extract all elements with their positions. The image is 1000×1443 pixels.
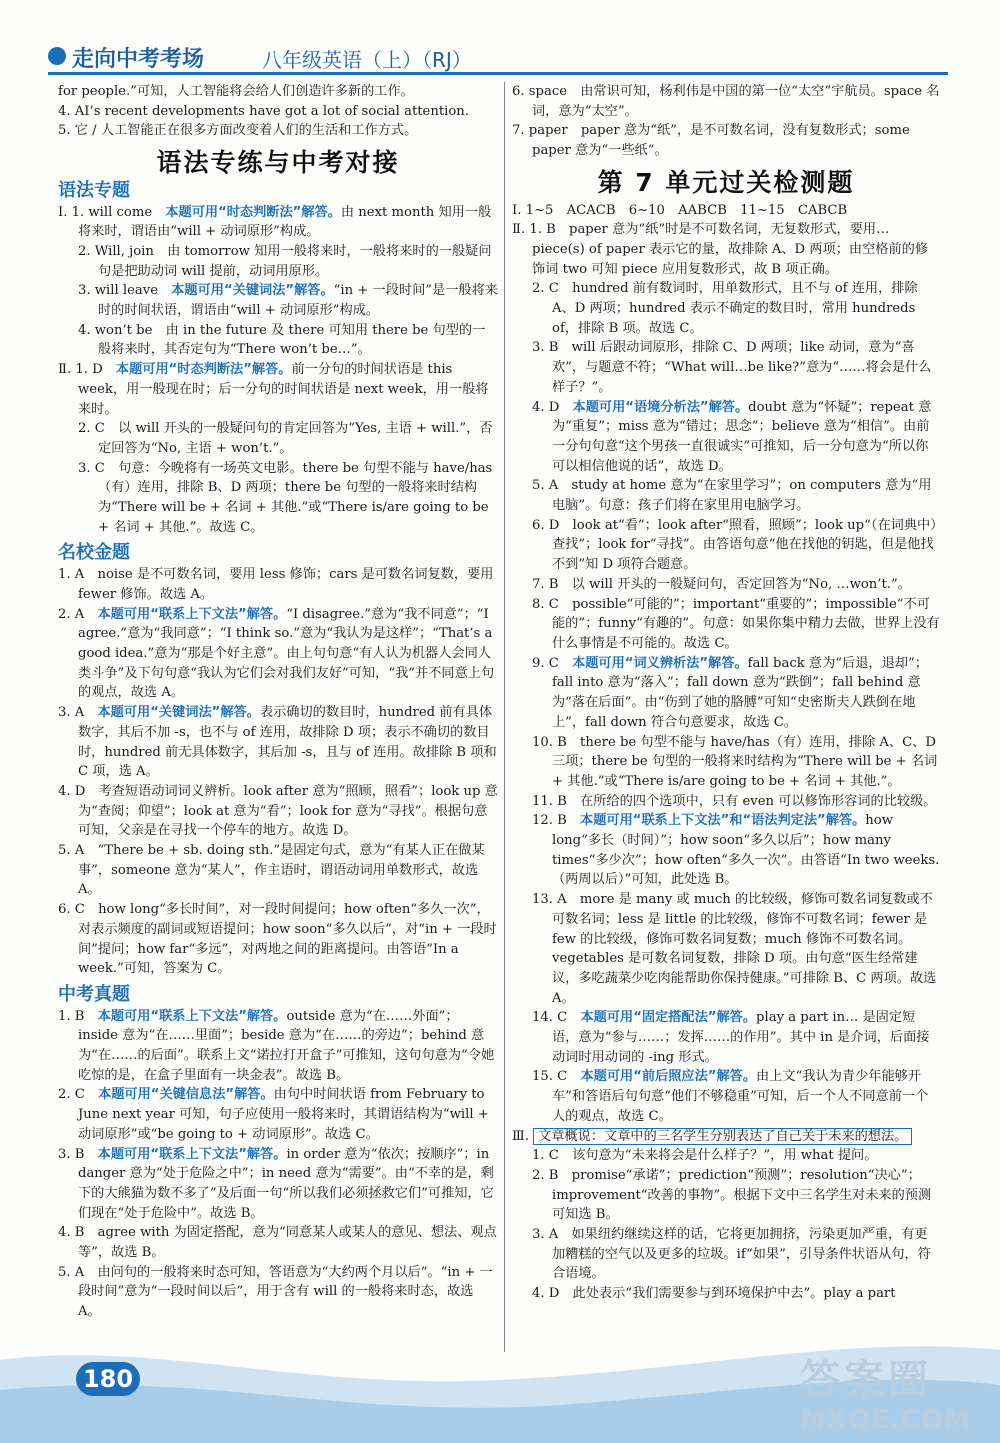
answer-explanation: more 是 many 或 much 的比较级，修饰可数名词复数或不可数名词；less 是 little 的比较级，修饰不可数名词；fewer 是 few 的比较级，修饰可数名词复数；much 修饰不可数名词。vegetables 是可数名词复数，排除 D 项。由句意“医生经常建议，多吃蔬菜少吃肉能帮助你保持健康。”可排除 B、C 两项。故选 A。	[552, 892, 937, 1006]
method-hint: 本题可用“关键信息法”解答。	[98, 1087, 274, 1103]
answer-item	[58, 242, 498, 281]
answer-item	[512, 516, 940, 575]
method-hint: 本题可用“联系上下文法”解答。	[97, 1146, 287, 1162]
answer-item	[512, 121, 940, 160]
bullet-dot-icon	[48, 47, 66, 65]
method-hint: 本题可用“联系上下文法”解答。	[97, 1008, 287, 1024]
answer-explanation: how long“多长（时间）”；how soon“多久以后”；how many times“多少次”；how often“多久一次”。由答语“In two weeks.（两周以后）”可知，此处选 B。	[552, 813, 940, 888]
answer-explanation: in order 意为“依次；按顺序”；in danger 意为“处于危险之中”；in need 意为“需要”。由“不幸的是，剩下的大熊猫为数不多了”及后面一句“所以我们必须拯救它们”可推知，它们现在“处于危险中”。故选 B。	[78, 1146, 494, 1221]
answer-number: 4. B	[58, 1225, 98, 1241]
answer-explanation: doubt 意为“怀疑”；repeat 意为“重复”；miss 意为“错过；思念”；believe 意为“相信”。由前一分句句意“这个男孩一直很诚实”可推知，后一分句意为“所以你可以相信他说的话”，故选 D。	[552, 399, 932, 474]
article-summary: 文章概说：文章中的三名学生分别表达了自己关于未来的想法。	[533, 1128, 912, 1145]
section-heading: 中考真题	[58, 983, 130, 1005]
part3-header	[512, 1127, 940, 1147]
answer-number: 8. C	[532, 596, 573, 612]
answer-item	[58, 605, 498, 704]
answer-explanation: how long“多长时间”，对一段时间提问；how often“多久一次”，对表示频度的副词或短语提问；how soon“多久以后”，对“in + 一段时间”提问；how far“多远”，对两地之间的距离提问。由答语“In a week.”可知，答案为 C。	[78, 902, 497, 977]
answer-number: 1. B	[58, 1008, 98, 1024]
answer-item	[512, 1146, 940, 1166]
answer-number: 2. C	[58, 1087, 99, 1103]
answer-explanation: 以 will 开头的一般疑问句，否定回答为“No, …won’t.”。	[571, 576, 911, 592]
method-hint: 本题可用“固定搭配法”解答。	[580, 1010, 757, 1026]
answer-item	[58, 703, 498, 782]
answer-item	[58, 281, 498, 320]
answer-item	[512, 733, 940, 792]
answer-item	[512, 82, 940, 121]
watermark-logo: 答案圈	[800, 1357, 932, 1403]
right-column	[512, 82, 940, 1304]
method-hint: 本题可用“关键词法”解答。	[171, 283, 334, 299]
answer-number: 3. C	[78, 460, 119, 476]
answer-explanation: “There be + sb. doing sth.”是固定句式，意为“有某人正在做某事”，someone 意为“某人”，作主语时，谓语动词用单数形式，故选 A。	[78, 843, 485, 898]
answer-item	[58, 1085, 498, 1144]
intro-line: for people.”可知，人工智能将会给人们创造许多新的工作。	[58, 84, 414, 99]
answer-explanation: 此处表示“我们需要参与到环境保护中去”。play a part	[572, 1286, 896, 1302]
answer-item	[512, 1067, 940, 1126]
answer-number: Ⅱ. 1. D	[58, 362, 116, 378]
method-hint: 本题可用“前后照应法”解答。	[580, 1069, 757, 1085]
answer-number: 2. Will, join	[78, 243, 168, 259]
intro-line: 4. AI’s recent developments have got a lot of social attention.	[58, 103, 469, 119]
answer-number: 6. C	[58, 902, 99, 918]
left-column	[58, 82, 498, 1322]
answer-item	[512, 595, 940, 654]
answer-number: 12. B	[532, 813, 581, 829]
answer-item	[58, 841, 498, 900]
answer-item	[512, 890, 940, 1008]
answer-number: 15. C	[532, 1069, 581, 1085]
answer-number: 2. C	[78, 421, 119, 437]
answer-number: 2. B	[532, 1167, 572, 1183]
answer-explanation: there be 句型不能与 have/has（有）连用，排除 A、C、D 三项；there be 句型的一般将来时结构为“There will be + 名词 + 其他.”或“There is/are going to be + 名词 + 其他.”。	[552, 734, 938, 789]
answer-item	[512, 220, 940, 279]
method-hint: 本题可用“联系上下文法”和“语法判定法”解答。	[580, 813, 866, 829]
answer-number: 7. B	[532, 576, 572, 592]
method-hint: 本题可用“词义辨析法”解答。	[572, 655, 748, 671]
answer-number: 1. A	[58, 567, 98, 583]
answer-explanation: fall back 意为“后退，退却”；fall into 意为“落入”；fall down 意为“跌倒”；fall behind 意为“落在后面”。由“伤到了她的胳膊”可知“史密斯夫人跌倒在地上”，fall down 符合句意要求，故选 C。	[552, 655, 928, 730]
answer-item	[58, 565, 498, 604]
answer-explanation: 考查短语动词词义辨析。look after 意为“照顾，照看”；look up 意为“查阅；仰望”；look at 意为“看”；look for 意为“寻找”。根据句意可知，父亲是在寻找一个停车的地方。故选 D。	[78, 783, 498, 839]
answer-number: Ⅱ. 1. B	[512, 222, 569, 238]
answer-explanation: 由常识可知，杨利伟是中国的第一位“太空”宇航员。space 名词，意为“太空”。	[532, 84, 940, 119]
answer-explanation: “I disagree.”意为“我不同意”；“I agree.”意为“我同意”；“I think so.”意为“我认为是这样”；“That’s a good idea.”意为“那是个好主意”。由上句句意“有人认为机器人会同人类斗争”及下句句意“我认为它们会对我们友好”可知，“我”并不同意上句的观点，故选 A。	[78, 606, 495, 701]
answer-explanation: noise 是不可数名词，要用 less 修饰；cars 是可数名词复数，要用 fewer 修饰。故选 A。	[78, 567, 494, 602]
answer-explanation: 以 will 开头的一般疑问句的肯定回答为“Yes, 主语 + will.”，否定回答为“No, 主语 + won’t.”。	[98, 421, 493, 456]
watermark-url: MXQE.COM	[800, 1405, 971, 1435]
answer-number: 11. B	[532, 793, 581, 809]
answer-number: 4. D	[532, 399, 573, 415]
section-heading: 名校金题	[58, 542, 130, 564]
answer-item	[512, 398, 940, 477]
answer-item	[512, 575, 940, 595]
answer-number: 4. D	[58, 783, 99, 799]
answer-explanation: paper 意为“纸”，是不可数名词，没有复数形式；some paper 意为“一些纸”。	[532, 123, 910, 159]
answer-explanation: hundred 前有数词时，用单数形式，且不与 of 连用，排除 A、D 两项；hundred 表示不确定的数目时，常用 hundreds of，排除 B 项。故选 C。	[552, 281, 918, 336]
answer-explanation: paper 意为“纸”时是不可数名词，无复数形式，要用…piece(s) of paper 表示它的量，故排除 A、D 两项；由空格前的修饰词 two 可知 piece 应用复数形式，故 B 项正确。	[532, 222, 929, 277]
answer-item	[58, 459, 498, 538]
answer-number: 3. B	[58, 1146, 98, 1162]
answer-explanation: look at“看”；look after“照看，照顾”；look up“（在词典中）查找”；look for“寻找”。由答语句意“他在找他的钥匙，但是他找不到”知 D 项符合题意。	[552, 517, 937, 573]
answer-number: 3. B	[532, 340, 572, 356]
answer-explanation: 如果纽约继续这样的话，它将更加拥挤，污染更加严重，有更加糟糕的空气以及更多的垃圾。if“如果”，引导条件状语从句，符合语境。	[552, 1227, 931, 1282]
answer-item	[58, 203, 498, 242]
answer-explanation: possible“可能的”；important“重要的”；impossible“不可能的”；funny“有趣的”。句意：如果你集中精力去做，世界上没有什么事情是不可能的。故选 C。	[552, 596, 940, 651]
page-header	[0, 0, 1000, 78]
header-subtitle: 八年级英语（上）（RJ）	[262, 48, 472, 72]
answer-explanation: 前一分句的时间状语是 this week，用一般现在时；后一分句的时间状语是 next week，用一般将来时。	[78, 362, 489, 417]
answer-explanation: study at home 意为“在家里学习”；on computers 意为“用电脑”。句意：孩子们将在家里用电脑学习。	[552, 478, 932, 514]
method-hint: 本题可用“时态判断法”解答。	[165, 204, 341, 220]
answer-explanation: 由 tomorrow 知用一般将来时，一般将来时的一般疑问句是把助动词 will 提前，动词用原形。	[98, 243, 492, 279]
answer-number: 3. A	[58, 705, 98, 721]
answer-number: 5. A	[58, 1264, 98, 1280]
answer-explanation: “in + 一段时间”是一般将来时的时间状语，谓语由“will + 动词原形”构成。	[98, 283, 498, 319]
answer-explanation: 由句中时间状语 from February to June next year 可知，句子应使用一般将来时，其谓语结构为“will + 动词原形”或“be going to + 动词原形”。故选 C。	[78, 1087, 489, 1142]
answer-explanation: agree with 为固定搭配，意为“同意某人或某人的意见、想法、观点等”，故选 B。	[78, 1225, 497, 1261]
header-rule	[48, 72, 948, 75]
section-title: 第 7 单元过关检测题	[597, 167, 855, 197]
page-number: 180	[76, 1362, 140, 1396]
answer-number: 5. A	[532, 478, 572, 494]
answer-number: 14. C	[532, 1010, 581, 1026]
answer-explanation: 由 in the future 及 there 可知用 there be 句型的一般将来时，其否定句为“There won’t be…”。	[98, 322, 486, 358]
answer-item	[58, 1145, 498, 1224]
answer-number: 4. won’t be	[78, 322, 166, 338]
answer-number: 2. A	[58, 606, 98, 622]
answer-explanation: 由上文“我认为青少年能够开车”和答语后句句意“他们不够稳重”可知，后一个人不同意前一个人的观点，故选 C。	[552, 1069, 929, 1124]
answer-number: 1. C	[532, 1148, 573, 1164]
answer-number: 6. D	[532, 517, 573, 533]
answer-number: 6. space	[512, 84, 581, 99]
answer-item	[512, 811, 940, 890]
answer-item	[512, 338, 940, 397]
section-title: 语法专练与中考对接	[156, 148, 400, 178]
answer-item	[58, 419, 498, 458]
answer-item	[58, 1223, 498, 1262]
answer-number: 3. A	[532, 1227, 572, 1243]
answer-number: 4. D	[532, 1286, 573, 1302]
watermark	[800, 1348, 990, 1438]
answer-number: 7. paper	[512, 123, 581, 139]
answer-item	[58, 1007, 498, 1086]
answer-explanation: play a part in… 是固定短语，意为“参与……；发挥……的作用”。其中 in 是介词，后面接动词时用动词的 -ing 形式。	[552, 1010, 930, 1065]
answer-number: 5. A	[58, 843, 98, 859]
answer-number: Ⅰ. 1. will come	[58, 204, 166, 220]
answer-item	[512, 1225, 940, 1284]
method-hint: 本题可用“关键词法”解答。	[97, 705, 260, 721]
method-hint: 本题可用“时态判断法”解答。	[115, 362, 292, 378]
answer-item	[512, 792, 940, 812]
part1-answers: Ⅰ. 1~5 ACACB 6~10 AABCB 11~15 CABCB	[512, 202, 848, 218]
answer-number: 13. A	[532, 892, 580, 908]
answer-number: 10. B	[532, 734, 581, 750]
intro-line: 5. 它 / 人工智能正在很多方面改变着人们的生活和工作方式。	[58, 123, 418, 139]
answer-item	[512, 279, 940, 338]
answer-explanation: will 后跟动词原形，排除 C、D 两项；like 动词，意为“喜欢”，与题意不符；“What will…be like?”意为“……将会是什么样子？”。	[552, 340, 932, 395]
section-heading: 语法专题	[58, 179, 130, 201]
answer-item	[58, 1263, 498, 1322]
answer-explanation: 由问句的一般将来时态可知，答语意为“大约两个月以后”。“in + 一段时间”意为“一段时间以后”，用于含有 will 的一般将来时态，故选 A。	[78, 1264, 493, 1320]
answer-item	[58, 900, 498, 979]
header-brand: 走向中考考场	[72, 47, 205, 72]
answer-item	[512, 476, 940, 515]
answer-item	[512, 654, 940, 733]
part3-label: Ⅲ.	[512, 1128, 534, 1144]
answer-explanation: promise“承诺”；prediction“预测”；resolution“决心”；improvement“改善的事物”。根据下文中三名学生对未来的预测可知选 B。	[552, 1167, 932, 1223]
answer-number: 2. C	[532, 281, 573, 297]
method-hint: 本题可用“联系上下文法”解答。	[97, 606, 287, 622]
answer-explanation: 表示确切的数目时，hundred 前有具体数字，其后不加 -s，也不与 of 连用，故排除 D 项；表示不确切的数目时，hundred 前无具体数字，其后加 -s，且与 of 连用。故排除 B 项和 C 项，选 A。	[78, 705, 497, 780]
answer-number: 3. will leave	[78, 283, 172, 299]
answer-item	[58, 782, 498, 841]
answer-item	[512, 1008, 940, 1067]
answer-explanation: 句意：今晚将有一场英文电影。there be 句型不能与 have/has（有）连用，排除 B、D 两项；there be 句型的一般将来时结构为“There will be + 名词 + 其他.”或“There is/are going to be + 名词 + 其他.”。故选 C。	[98, 460, 493, 535]
answer-explanation: outside 意为“在……外面”；inside 意为“在……里面”；beside 意为“在……的旁边”；behind 意为“在……的后面”。联系上文“诺拉打开盒子”可推知，这句句意为“令她吃惊的是，在盒子里面有一块金表”。故选 B。	[78, 1008, 495, 1083]
column-divider	[504, 82, 505, 1352]
answer-explanation: 由 next month 知用一般将来时，谓语由“will + 动词原形”构成。	[78, 204, 492, 240]
answer-number: 9. C	[532, 655, 573, 671]
answer-item	[512, 1166, 940, 1225]
answer-explanation: 该句意为“未来将会是什么样子？”，用 what 提问。	[572, 1148, 878, 1164]
answer-item	[512, 1284, 940, 1304]
answer-item	[58, 360, 498, 419]
answer-explanation: 在所给的四个选项中，只有 even 可以修饰形容词的比较级。	[580, 793, 937, 809]
answer-item	[58, 321, 498, 360]
method-hint: 本题可用“语境分析法”解答。	[572, 399, 749, 415]
